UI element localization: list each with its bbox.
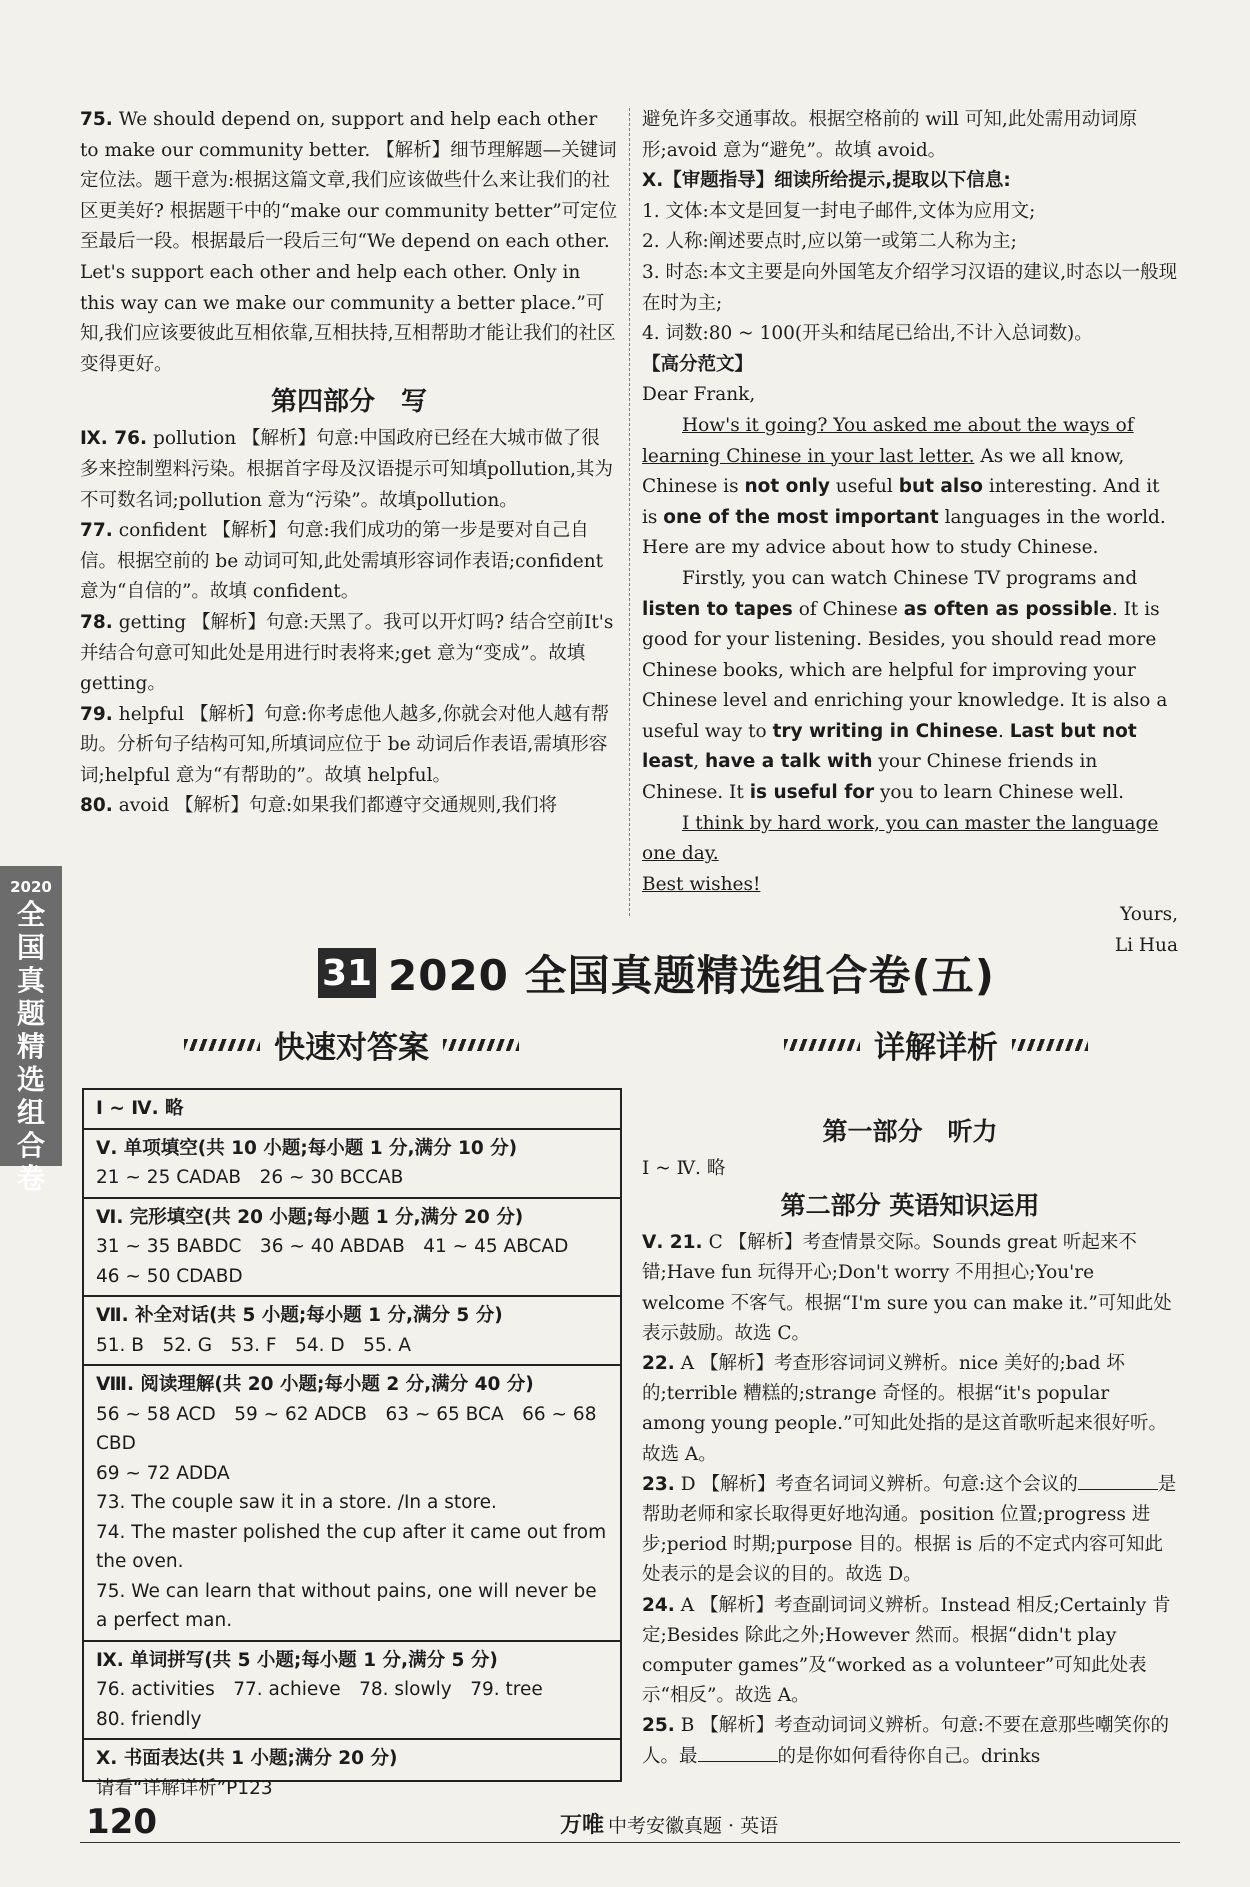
q24 bbox=[642, 1591, 1178, 1712]
q-number: 77. bbox=[80, 520, 113, 542]
q-number: 78. bbox=[80, 611, 113, 633]
answer-row: 76. activities 77. achieve 78. slowly 79. tree bbox=[96, 1679, 543, 1700]
q-number: Ⅴ. 21. bbox=[642, 1232, 703, 1254]
side-tab bbox=[0, 866, 62, 1195]
right-top-column bbox=[642, 105, 1178, 962]
q76 bbox=[80, 424, 618, 516]
q-text: 的是你如何看待你自己。drinks bbox=[777, 1745, 1041, 1767]
hatch-decoration bbox=[1012, 1039, 1088, 1051]
q-text: getting 【解析】句意:天黑了。我可以开灯吗? 结合空前It's并结合句意可知此处是用进行时表将来;get 意为“变成”。故填 getting。 bbox=[80, 611, 614, 695]
right-bottom-column bbox=[642, 1110, 1178, 1772]
q80 bbox=[80, 791, 618, 822]
guide-item-3: 3. 时态:本文主要是向外国笔友介绍学习汉语的建议,时态以一般现在时为主; bbox=[642, 261, 1178, 314]
answer-section bbox=[84, 1366, 620, 1642]
q-number: 23. bbox=[642, 1473, 675, 1495]
q-number: 79. bbox=[80, 703, 113, 725]
q-text: A 【解析】考查形容词词义辨析。nice 美好的;bad 坏的;terrible 糟糕的;strange 奇怪的。根据“it's popular among young people.”可知此处指的是这首歌听起来很好听。故选 A。 bbox=[642, 1353, 1167, 1465]
answer-row: 74. The master polished the cup after it came out from the oven. bbox=[96, 1521, 607, 1572]
text: . bbox=[997, 720, 1010, 742]
part2-title: 第二部分 英语知识运用 bbox=[780, 1191, 1040, 1221]
answer-section bbox=[84, 1090, 620, 1130]
side-tab-text: 全国真题精选组合卷 bbox=[16, 898, 45, 1195]
q-number: Ⅸ. 76. bbox=[80, 428, 147, 450]
q79 bbox=[80, 700, 618, 792]
set-title-text: 2020 全国真题精选组合卷(五) bbox=[388, 951, 995, 1000]
answer-row: 46 ~ 50 CDABD bbox=[96, 1265, 243, 1287]
q-text: pollution 【解析】句意:中国政府已经在大城市做了很多来控制塑料污染。根据首字母及汉语提示可知填pollution,其为不可数名词;pollution 意为“污染”。故填pollution。 bbox=[80, 428, 614, 511]
text: interesting. And it is bbox=[642, 476, 1160, 528]
underlined-sentence: I think by hard work, you can master the language one day. bbox=[642, 812, 1159, 865]
text: . It is good for your listening. Besides, you should read more Chinese books, which are helpful for improving your Chinese level and enriching your knowledge. It is also a useful way to bbox=[642, 598, 1168, 742]
answer-section-head: Ⅴ. 单项填空(共 10 小题;每小题 1 分,满分 10 分) bbox=[96, 1137, 518, 1159]
q-text: avoid 【解析】句意:如果我们都遵守交通规则,我们将 bbox=[118, 795, 558, 817]
key-phrase: try writing in Chinese bbox=[772, 720, 998, 742]
essay-paragraph-1 bbox=[642, 411, 1178, 564]
quick-answers-head bbox=[170, 1022, 533, 1067]
set-number-badge: 31 bbox=[318, 948, 376, 998]
hatch-decoration bbox=[184, 1039, 260, 1051]
guide-item-2: 2. 人称:阐述要点时,应以第一或第二人称为主; bbox=[642, 231, 1017, 253]
answer-row: 73. The couple saw it in a store. /In a store. bbox=[96, 1492, 497, 1513]
answer-section-head: Ⅵ. 完形填空(共 20 小题;每小题 1 分,满分 20 分) bbox=[96, 1206, 524, 1228]
hatch-decoration bbox=[784, 1039, 860, 1051]
answer-row: 21 ~ 25 CADAB 26 ~ 30 BCCAB bbox=[96, 1167, 404, 1188]
text: As we all know, Chinese is bbox=[642, 445, 1125, 498]
guide-item-4: 4. 词数:80 ~ 100(开头和结尾已给出,不计入总词数)。 bbox=[642, 323, 1093, 345]
column-divider bbox=[629, 108, 630, 916]
closing-text: Best wishes! bbox=[642, 873, 761, 895]
q22 bbox=[642, 1349, 1178, 1470]
key-phrase: but also bbox=[898, 476, 983, 498]
answer-blank bbox=[1078, 1471, 1158, 1490]
part1-line: Ⅰ ~ Ⅳ. 略 bbox=[642, 1158, 726, 1179]
answer-row: 请看“详解详析”P123 bbox=[96, 1777, 273, 1799]
q75 bbox=[80, 105, 618, 380]
writing-guide-head: X.【审题指导】细读所给提示,提取以下信息: bbox=[642, 170, 1011, 192]
q-number: 22. bbox=[642, 1353, 675, 1375]
sign-yours: Yours, bbox=[1120, 904, 1178, 926]
answer-box bbox=[82, 1088, 622, 1799]
q80-continued: 避免许多交通事故。根据空格前的 will 可知,此处需用动词原形;avoid 意为“避免”。故填 avoid。 bbox=[642, 109, 1138, 161]
q77 bbox=[80, 516, 618, 608]
answer-section bbox=[84, 1130, 620, 1199]
q-text: We should depend on, support and help each other to make our community better. 【解析】细节理解题—关键词定位法。题干意为:根据这篇文章,我们应该做些什么来让我们的社区更美好? 根据题干中的“make our community better”可定位至最后一段。根据最后一段后三句“We depend on each other. Let's support each other and help each other. Only in this way can we make our community a better place.”可知,我们应该要彼此互相依靠,互相扶持,互相帮助才能让我们的社区变得更好。 bbox=[80, 109, 618, 375]
footer-rule bbox=[80, 1842, 1180, 1843]
q21 bbox=[642, 1228, 1178, 1349]
salutation: Dear Frank, bbox=[642, 384, 756, 406]
underlined-sentence: How's it going? You asked me about the ways of learning Chinese in your last letter. bbox=[642, 414, 1134, 467]
q-text: helpful 【解析】句意:你考虑他人越多,你就会对他人越有帮助。分析句子结构可知,所填词应位于 be 动词后作表语,需填形容词;helpful 意为“有帮助的”。故填 helpful。 bbox=[80, 703, 610, 786]
left-top-column bbox=[80, 105, 618, 822]
answer-section-head: Ⅶ. 补全对话(共 5 小题;每小题 1 分,满分 5 分) bbox=[96, 1305, 503, 1326]
answer-section bbox=[84, 1642, 620, 1741]
key-phrase: not only bbox=[744, 476, 830, 498]
model-essay-head: 【高分范文】 bbox=[642, 353, 754, 375]
key-phrase: Last but not least bbox=[642, 720, 1137, 773]
text: , bbox=[693, 751, 705, 773]
answer-blank bbox=[698, 1743, 778, 1762]
answer-row: 31 ~ 35 BABDC 36 ~ 40 ABDAB 41 ~ 45 ABCAD bbox=[96, 1236, 569, 1257]
brand-text: 中考安徽真题 · 英语 bbox=[608, 1815, 779, 1837]
answer-section-head: Ⅷ. 阅读理解(共 20 小题;每小题 2 分,满分 40 分) bbox=[96, 1374, 534, 1395]
q-text: B 【解析】考查动词词义辨析。句意:不要在意那些嘲笑你的人。最 bbox=[642, 1715, 1169, 1767]
key-phrase: is useful for bbox=[749, 782, 875, 804]
answer-row: 75. We can learn that without pains, one will never be a perfect man. bbox=[96, 1580, 597, 1631]
q78 bbox=[80, 608, 618, 700]
text: your Chinese friends in Chinese. It bbox=[642, 751, 1098, 804]
q-text: confident 【解析】句意:我们成功的第一步是要对自己自信。根据空前的 be 动词可知,此处需填形容词作表语;confident 意为“自信的”。故填 confident。 bbox=[80, 520, 604, 603]
text: useful bbox=[829, 476, 899, 498]
q-number: 25. bbox=[642, 1715, 675, 1737]
answer-section-head: Ⅸ. 单词拼写(共 5 小题;每小题 1 分,满分 5 分) bbox=[96, 1649, 498, 1671]
q-number: 80. bbox=[80, 795, 113, 817]
essay-paragraph-3 bbox=[642, 809, 1178, 870]
page-number: 120 bbox=[86, 1802, 157, 1842]
set-title bbox=[318, 945, 995, 1001]
answer-row: 80. friendly bbox=[96, 1708, 202, 1730]
text: languages in the world. Here are my advice about how to study Chinese. bbox=[642, 506, 1166, 559]
text: you to learn Chinese well. bbox=[874, 782, 1125, 804]
q-number: 24. bbox=[642, 1594, 675, 1616]
q-text: 是帮助老师和家长取得更好地沟通。position 位置;progress 进步;period 时期;purpose 目的。根据 is 后的不定式内容可知此处表示的是会议的目的。故选 D。 bbox=[642, 1473, 1177, 1586]
text: of Chinese bbox=[792, 598, 904, 620]
answer-section-head: Ⅹ. 书面表达(共 1 小题;满分 20 分) bbox=[96, 1748, 398, 1769]
q-text: C 【解析】考查情景交际。Sounds great 听起来不错;Have fun 玩得开心;Don't worry 不用担心;You're welcome 不客气。根据“I'm sure you can make it.”可知此处表示鼓励。故选 C。 bbox=[642, 1232, 1172, 1344]
quick-answers-title: 快速对答案 bbox=[274, 1030, 429, 1066]
sign-name: Li Hua bbox=[1114, 935, 1178, 957]
q25 bbox=[642, 1711, 1178, 1771]
answer-section-head: Ⅰ ~ Ⅳ. 略 bbox=[96, 1098, 184, 1119]
brand-logo: 万唯 bbox=[560, 1813, 605, 1838]
closing bbox=[642, 870, 1178, 901]
answer-section bbox=[84, 1297, 620, 1366]
q-text: D 【解析】考查名词词义辨析。句意:这个会议的 bbox=[680, 1473, 1078, 1495]
key-phrase: have a talk with bbox=[705, 751, 873, 773]
answer-row: 69 ~ 72 ADDA bbox=[96, 1462, 230, 1484]
detail-head bbox=[770, 1022, 1102, 1067]
side-tab-year: 2020 bbox=[10, 878, 52, 896]
q23 bbox=[642, 1470, 1178, 1591]
detail-title: 详解详析 bbox=[874, 1030, 998, 1066]
part1-title: 第一部分 听力 bbox=[822, 1117, 998, 1146]
text: Firstly, you can watch Chinese TV programs and bbox=[682, 567, 1138, 589]
guide-item-1: 1. 文体:本文是回复一封电子邮件,文体为应用文; bbox=[642, 200, 1036, 222]
answer-section bbox=[84, 1740, 620, 1807]
key-phrase: listen to tapes bbox=[642, 598, 793, 620]
answer-row: 56 ~ 58 ACD 59 ~ 62 ADCB 63 ~ 65 BCA 66 ~ 68 CBD bbox=[96, 1403, 597, 1454]
key-phrase: one of the most important bbox=[663, 506, 939, 528]
footer-brand bbox=[560, 1808, 778, 1839]
essay-paragraph-2 bbox=[642, 564, 1178, 809]
q-number: 75. bbox=[80, 109, 113, 130]
answer-row: 51. B 52. G 53. F 54. D 55. A bbox=[96, 1334, 412, 1356]
q-text: A 【解析】考查副词词义辨析。Instead 相反;Certainly 肯定;Besides 除此之外;However 然而。根据“didn't play computer games”及“worked as a volunteer”可知此处表示“相反”。故选 A。 bbox=[642, 1594, 1171, 1707]
key-phrase: as often as possible bbox=[903, 598, 1112, 620]
part4-title: 第四部分 写 bbox=[270, 387, 427, 418]
answer-section bbox=[84, 1199, 620, 1298]
hatch-decoration bbox=[443, 1039, 519, 1051]
